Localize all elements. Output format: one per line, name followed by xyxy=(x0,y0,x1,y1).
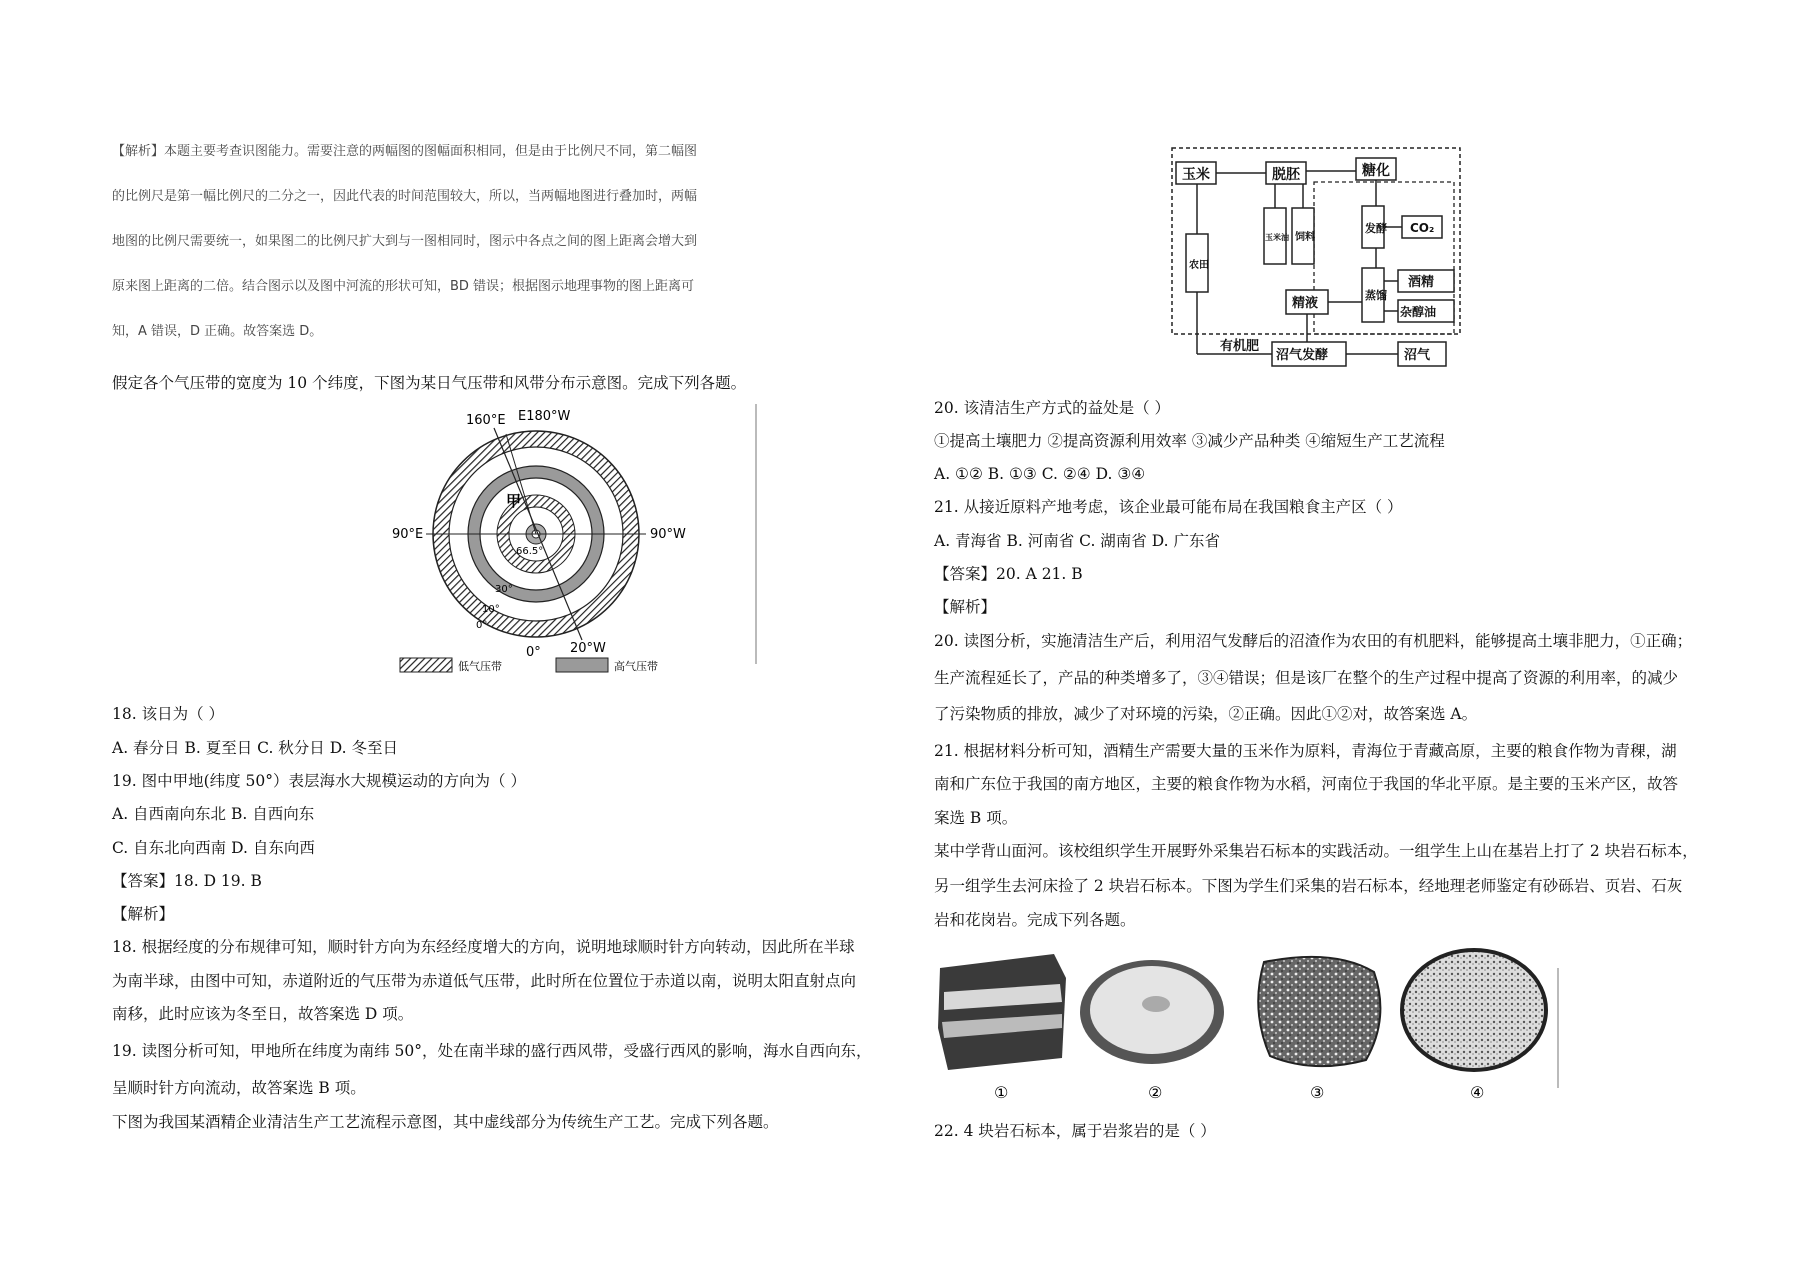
q18: 18. 该日为（ ） xyxy=(112,705,225,723)
rock-label-2: ② xyxy=(1148,1083,1163,1102)
box-alcohol: 酒精 xyxy=(1408,275,1435,290)
box-co2: CO₂ xyxy=(1410,221,1435,235)
analysis-line: 另一组学生去河床捡了 2 块岩石标本。下图为学生们采集的岩石标本，经地理老师鉴定有砂砾岩、页岩、石灰 xyxy=(934,877,1683,895)
explanation-line: 地图的比例尺需要统一，如果图二的比例尺扩大到与一图相同时，图示中各点之间的图上距离会增大到 xyxy=(112,234,698,249)
analysis-line: 21. 根据材料分析可知，酒精生产需要大量的玉米作为原料，青海位于青藏高原，主要的粮食作物为青稞，湖 xyxy=(934,742,1677,760)
box-farmland: 农田 xyxy=(1189,260,1209,271)
analysis-title: 【解析】 xyxy=(112,905,175,923)
q21: 21. 从接近原料产地考虑，该企业最可能布局在我国粮食主产区（ ） xyxy=(934,498,1403,516)
analysis-line: 20. 读图分析，实施清洁生产后，利用沼气发酵后的沼渣作为农田的有机肥料，能够提高土壤非肥力，①正确； xyxy=(934,632,1693,650)
label-0: 0° xyxy=(526,645,541,660)
box-biogas: 沼气 xyxy=(1404,348,1431,363)
label-30: 30° xyxy=(495,584,513,595)
answer-18-19: 【答案】18. D 19. B xyxy=(112,872,262,890)
pressure-belt-figure xyxy=(360,404,760,676)
label-organic-fertilizer: 有机肥 xyxy=(1220,339,1260,354)
label-66: 66.5° xyxy=(516,546,544,557)
label-160E: 160°E xyxy=(466,413,506,428)
production-flow-figure xyxy=(1166,144,1466,374)
box-corn: 玉米 xyxy=(1182,167,1210,183)
analysis-line: 南移，此时应该为冬至日，故答案选 D 项。 xyxy=(112,1005,414,1023)
analysis-title: 【解析】 xyxy=(934,598,997,616)
q20-options: A. ①② B. ①③ C. ②④ D. ③④ xyxy=(934,465,1146,483)
analysis-line: 下图为我国某酒精企业清洁生产工艺流程示意图，其中虚线部分为传统生产工艺。完成下列各题。 xyxy=(112,1113,779,1131)
analysis-line: 案选 B 项。 xyxy=(934,809,1018,827)
box-fusel-oil: 杂醇油 xyxy=(1400,305,1437,319)
box-biogas-ferment: 沼气发酵 xyxy=(1276,348,1329,363)
q21-options: A. 青海省 B. 河南省 C. 湖南省 D. 广东省 xyxy=(934,532,1220,550)
label-20W: 20°W xyxy=(570,641,606,656)
box-feed: 饲料 xyxy=(1295,232,1315,243)
box-ferment: 发酵 xyxy=(1365,222,1387,235)
rock-label-4: ④ xyxy=(1470,1083,1485,1102)
label-jia: 甲 xyxy=(506,492,522,510)
rock-3 xyxy=(1258,957,1380,1066)
q19-options-1: A. 自西南向东北 B. 自西向东 xyxy=(112,805,315,823)
box-essence: 精液 xyxy=(1292,296,1319,311)
answer-20-21: 【答案】20. A 21. B xyxy=(934,565,1083,583)
legend-low-swatch xyxy=(400,658,452,672)
analysis-line: 岩和花岗岩。完成下列各题。 xyxy=(934,911,1136,929)
q20: 20. 该清洁生产方式的益处是（ ） xyxy=(934,399,1171,417)
rock-2 xyxy=(1080,960,1224,1064)
box-saccharify: 糖化 xyxy=(1362,163,1390,179)
rock-specimens-figure xyxy=(934,948,1574,1108)
analysis-line: 了污染物质的排放，减少了对环境的污染，②正确。因此①②对，故答案选 A。 xyxy=(934,705,1478,723)
intro-pressure: 假定各个气压带的宽度为 10 个纬度，下图为某日气压带和风带分布示意图。完成下列各题。 xyxy=(112,374,747,392)
box-distill: 蒸馏 xyxy=(1365,289,1387,302)
q22: 22. 4 块岩石标本，属于岩浆岩的是（ ） xyxy=(934,1122,1216,1140)
q18-options: A. 春分日 B. 夏至日 C. 秋分日 D. 冬至日 xyxy=(112,739,398,757)
explanation-line: 的比例尺是第一幅比例尺的二分之一，因此代表的时间范围较大，所以，当两幅地图进行叠加时，两幅 xyxy=(112,189,698,204)
analysis-line: 南和广东位于我国的南方地区，主要的粮食作物为水稻，河南位于我国的华北平原。是主要的玉米产区，故答 xyxy=(934,775,1679,793)
rock-1 xyxy=(938,954,1066,1070)
box-degerm: 脱胚 xyxy=(1272,167,1300,183)
q19: 19. 图中甲地(纬度 50°）表层海水大规模运动的方向为（ ） xyxy=(112,772,526,790)
explanation-line: 【解析】本题主要考查识图能力。需要注意的两幅图的图幅面积相同，但是由于比例尺不同，第二幅图 xyxy=(112,144,698,159)
rock-label-1: ① xyxy=(994,1083,1009,1102)
analysis-line: 19. 读图分析可知，甲地所在纬度为南纬 50°，处在南半球的盛行西风带，受盛行西风的影响，海水自西向东， xyxy=(112,1042,872,1060)
analysis-line: 某中学背山面河。该校组织学生开展野外采集岩石标本的实践活动。一组学生上山在基岩上打了 2 块岩石标本， xyxy=(934,842,1698,860)
label-180: E180°W xyxy=(518,409,571,424)
label-0deg: 0° xyxy=(476,620,488,631)
rock-label-3: ③ xyxy=(1310,1083,1325,1102)
label-90W: 90°W xyxy=(650,527,686,542)
explanation-line: 原来图上距离的二倍。结合图示以及图中河流的形状可知，BD 错误；根据图示地理事物的图上距离可 xyxy=(112,279,695,294)
analysis-line: 呈顺时针方向流动，故答案选 B 项。 xyxy=(112,1079,366,1097)
legend-high-swatch xyxy=(556,658,608,672)
q19-options-2: C. 自东北向西南 D. 自东向西 xyxy=(112,839,315,857)
analysis-line: 为南半球，由图中可知，赤道附近的气压带为赤道低气压带，此时所在位置位于赤道以南，说明太阳直射点向 xyxy=(112,972,857,990)
explanation-line: 知，A 错误，D 正确。故答案选 D。 xyxy=(112,324,323,339)
legend-low: 低气压带 xyxy=(458,660,502,673)
analysis-line: 生产流程延长了，产品的种类增多了，③④错误；但是该厂在整个的生产过程中提高了资源的利用率，的减少 xyxy=(934,669,1679,687)
label-10: 10° xyxy=(482,604,500,615)
analysis-line: 18. 根据经度的分布规律可知，顺时针方向为东经经度增大的方向，说明地球顺时针方向转动，因此所在半球 xyxy=(112,938,855,956)
rock-4 xyxy=(1402,950,1546,1070)
legend-high: 高气压带 xyxy=(614,660,658,673)
label-90E: 90°E xyxy=(392,527,424,542)
box-corn-oil: 玉米油 xyxy=(1265,233,1289,242)
q20-items: ①提高土壤肥力 ②提高资源利用效率 ③减少产品种类 ④缩短生产工艺流程 xyxy=(934,432,1445,450)
